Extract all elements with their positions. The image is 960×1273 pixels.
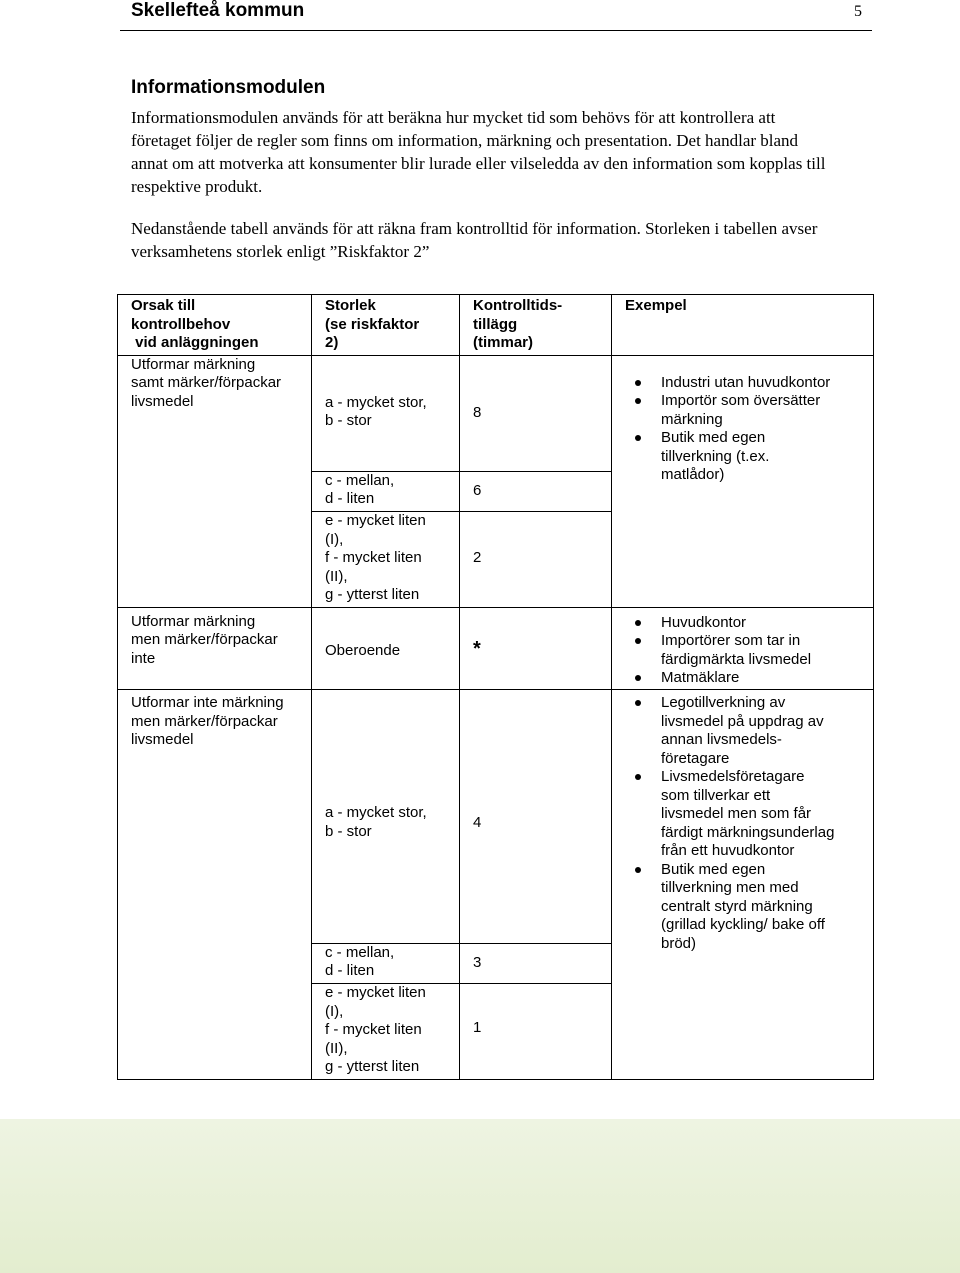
- table-header-row: [118, 295, 874, 356]
- examples-cell-1: [612, 355, 874, 607]
- list-item: [612, 694, 873, 768]
- size-cell-3ab: [312, 690, 460, 944]
- cell-line: Utformar inte märkning: [131, 694, 284, 711]
- cell-line: g - ytterst liten: [325, 586, 420, 604]
- header-reason: [118, 295, 312, 356]
- intro-paragraph: Informationsmodulen används för att beräkna hur mycket tid som behövs för att kontrollera att företaget följer de regler som finns om information, märkning och presentation. Det handlar bland annat om att motverka att konsumenter blir lurade eller vilseledda av den information som kopplas till respektive produkt.: [131, 108, 826, 196]
- cell-line: (I),: [325, 1002, 344, 1020]
- list-item: [612, 614, 873, 633]
- cell-line: c - mellan,: [325, 943, 395, 961]
- cell-line: men märker/förpackar: [131, 631, 278, 649]
- list-item: [612, 861, 873, 954]
- list-item-line: Importörer som tar in: [661, 632, 801, 650]
- list-item-line: färdigmärkta livsmedel: [661, 650, 812, 668]
- list-item-line: som tillverkar ett: [661, 786, 771, 804]
- list-item-line: märkning: [661, 410, 723, 428]
- time-cell-3ab: 4: [460, 690, 612, 944]
- list-item: [612, 392, 873, 429]
- table-row: [118, 355, 874, 471]
- cell-line: livsmedel: [131, 731, 194, 748]
- cell-line: Utformar märkning: [131, 612, 256, 630]
- cell-line: c - mellan,: [325, 471, 395, 489]
- cell-line: men märker/förpackar: [131, 712, 278, 730]
- reason-cell-2: [118, 607, 312, 689]
- organization-name: Skellefteå kommun: [131, 0, 305, 21]
- list-item: [612, 632, 873, 669]
- list-item-line: annan livsmedels-: [661, 731, 782, 748]
- time-cell-1efg: 2: [460, 512, 612, 607]
- list-item-line: bröd): [661, 934, 697, 952]
- cell-line: Utformar märkning: [131, 355, 256, 373]
- size-cell-1ab: [312, 355, 460, 471]
- size-cell-3efg: [312, 984, 460, 1080]
- header-example: [612, 295, 874, 356]
- footer-band: [0, 1119, 960, 1273]
- cell-line: (timmar): [473, 334, 534, 351]
- list-item-line: tillverkning (t.ex.: [661, 447, 770, 465]
- cell-line: (II),: [325, 1039, 348, 1057]
- size-cell-1efg: [312, 512, 460, 607]
- list-item-line: företagare: [661, 749, 730, 767]
- cell-line: f - mycket liten: [325, 1021, 422, 1039]
- cell-line: livsmedel: [131, 392, 194, 410]
- list-item-line: Butik med egen: [661, 429, 766, 447]
- list-item-line: Matmäklare: [661, 669, 740, 687]
- cell-line: e - mycket liten: [325, 512, 426, 530]
- header-time: [460, 295, 612, 356]
- cell-line: b - stor: [325, 822, 372, 840]
- time-cell-1cd: 6: [460, 471, 612, 512]
- section-title: Informationsmodulen: [131, 77, 326, 98]
- cell-line: kontrollbehov: [131, 315, 231, 333]
- size-cell-2: Oberoende: [312, 607, 460, 689]
- time-cell-3cd: 3: [460, 943, 612, 984]
- page-header: [120, 0, 872, 31]
- list-item-line: Legotillverkning av: [661, 694, 786, 711]
- cell-line: a - mycket stor,: [325, 804, 427, 821]
- cell-line: g - ytterst liten: [325, 1058, 420, 1076]
- list-item-line: Industri utan huvudkontor: [661, 373, 831, 391]
- cell-line: d - liten: [325, 490, 375, 508]
- cell-line: Kontrolltids-: [473, 297, 563, 314]
- list-item-line: Huvudkontor: [661, 613, 747, 631]
- list-item: [612, 669, 873, 688]
- list-item-line: matlådor): [661, 466, 725, 484]
- size-cell-1cd: [312, 471, 460, 512]
- page-number: 5: [854, 3, 862, 20]
- list-item-line: livsmedel på uppdrag av: [661, 712, 824, 730]
- cell-line: (I),: [325, 530, 344, 548]
- table-row: [118, 690, 874, 944]
- reason-cell-1: [118, 355, 312, 607]
- cell-line: samt märker/förpackar: [131, 374, 282, 392]
- cell-line: tillägg: [473, 315, 518, 333]
- list-item-line: (grillad kyckling/ bake off: [661, 916, 825, 933]
- list-item: [612, 429, 873, 485]
- time-cell-1ab: 8: [460, 355, 612, 471]
- list-item-line: Livsmedelsföretagare: [661, 768, 805, 785]
- reason-cell-3: [118, 690, 312, 1080]
- header-size: [312, 295, 460, 356]
- cell-line: Exempel: [625, 297, 687, 314]
- time-cell-2: *: [460, 607, 612, 689]
- cell-line: 2): [325, 334, 339, 351]
- cell-line: e - mycket liten: [325, 984, 426, 1002]
- examples-cell-2: [612, 607, 874, 689]
- cell-line: (II),: [325, 567, 348, 585]
- control-time-table: [117, 294, 874, 1080]
- cell-line: vid anläggningen: [131, 334, 259, 351]
- list-item-line: från ett huvudkontor: [661, 842, 795, 859]
- size-cell-3cd: [312, 943, 460, 984]
- examples-cell-3: [612, 690, 874, 1080]
- time-cell-3efg: 1: [460, 984, 612, 1080]
- list-item-line: centralt styrd märkning: [661, 897, 813, 915]
- list-item: [612, 374, 873, 393]
- table-row: [118, 607, 874, 689]
- list-item: [612, 768, 873, 861]
- table-description-paragraph: Nedanstående tabell används för att räkna fram kontrolltid för information. Storleken i tabellen avser verksamhetens storlek enligt ”Riskfaktor 2”: [131, 219, 818, 261]
- cell-line: f - mycket liten: [325, 549, 422, 567]
- cell-line: Orsak till: [131, 297, 196, 314]
- cell-line: inte: [131, 649, 156, 667]
- list-item-line: tillverkning men med: [661, 879, 799, 896]
- list-item-line: livsmedel men som får: [661, 805, 812, 822]
- cell-line: b - stor: [325, 412, 372, 430]
- cell-line: Storlek: [325, 297, 376, 314]
- list-item-line: färdigt märkningsunderlag: [661, 823, 835, 841]
- cell-line: a - mycket stor,: [325, 393, 427, 411]
- cell-line: (se riskfaktor: [325, 315, 420, 333]
- list-item-line: Butik med egen: [661, 860, 766, 878]
- cell-line: d - liten: [325, 962, 375, 980]
- list-item-line: Importör som översätter: [661, 392, 821, 410]
